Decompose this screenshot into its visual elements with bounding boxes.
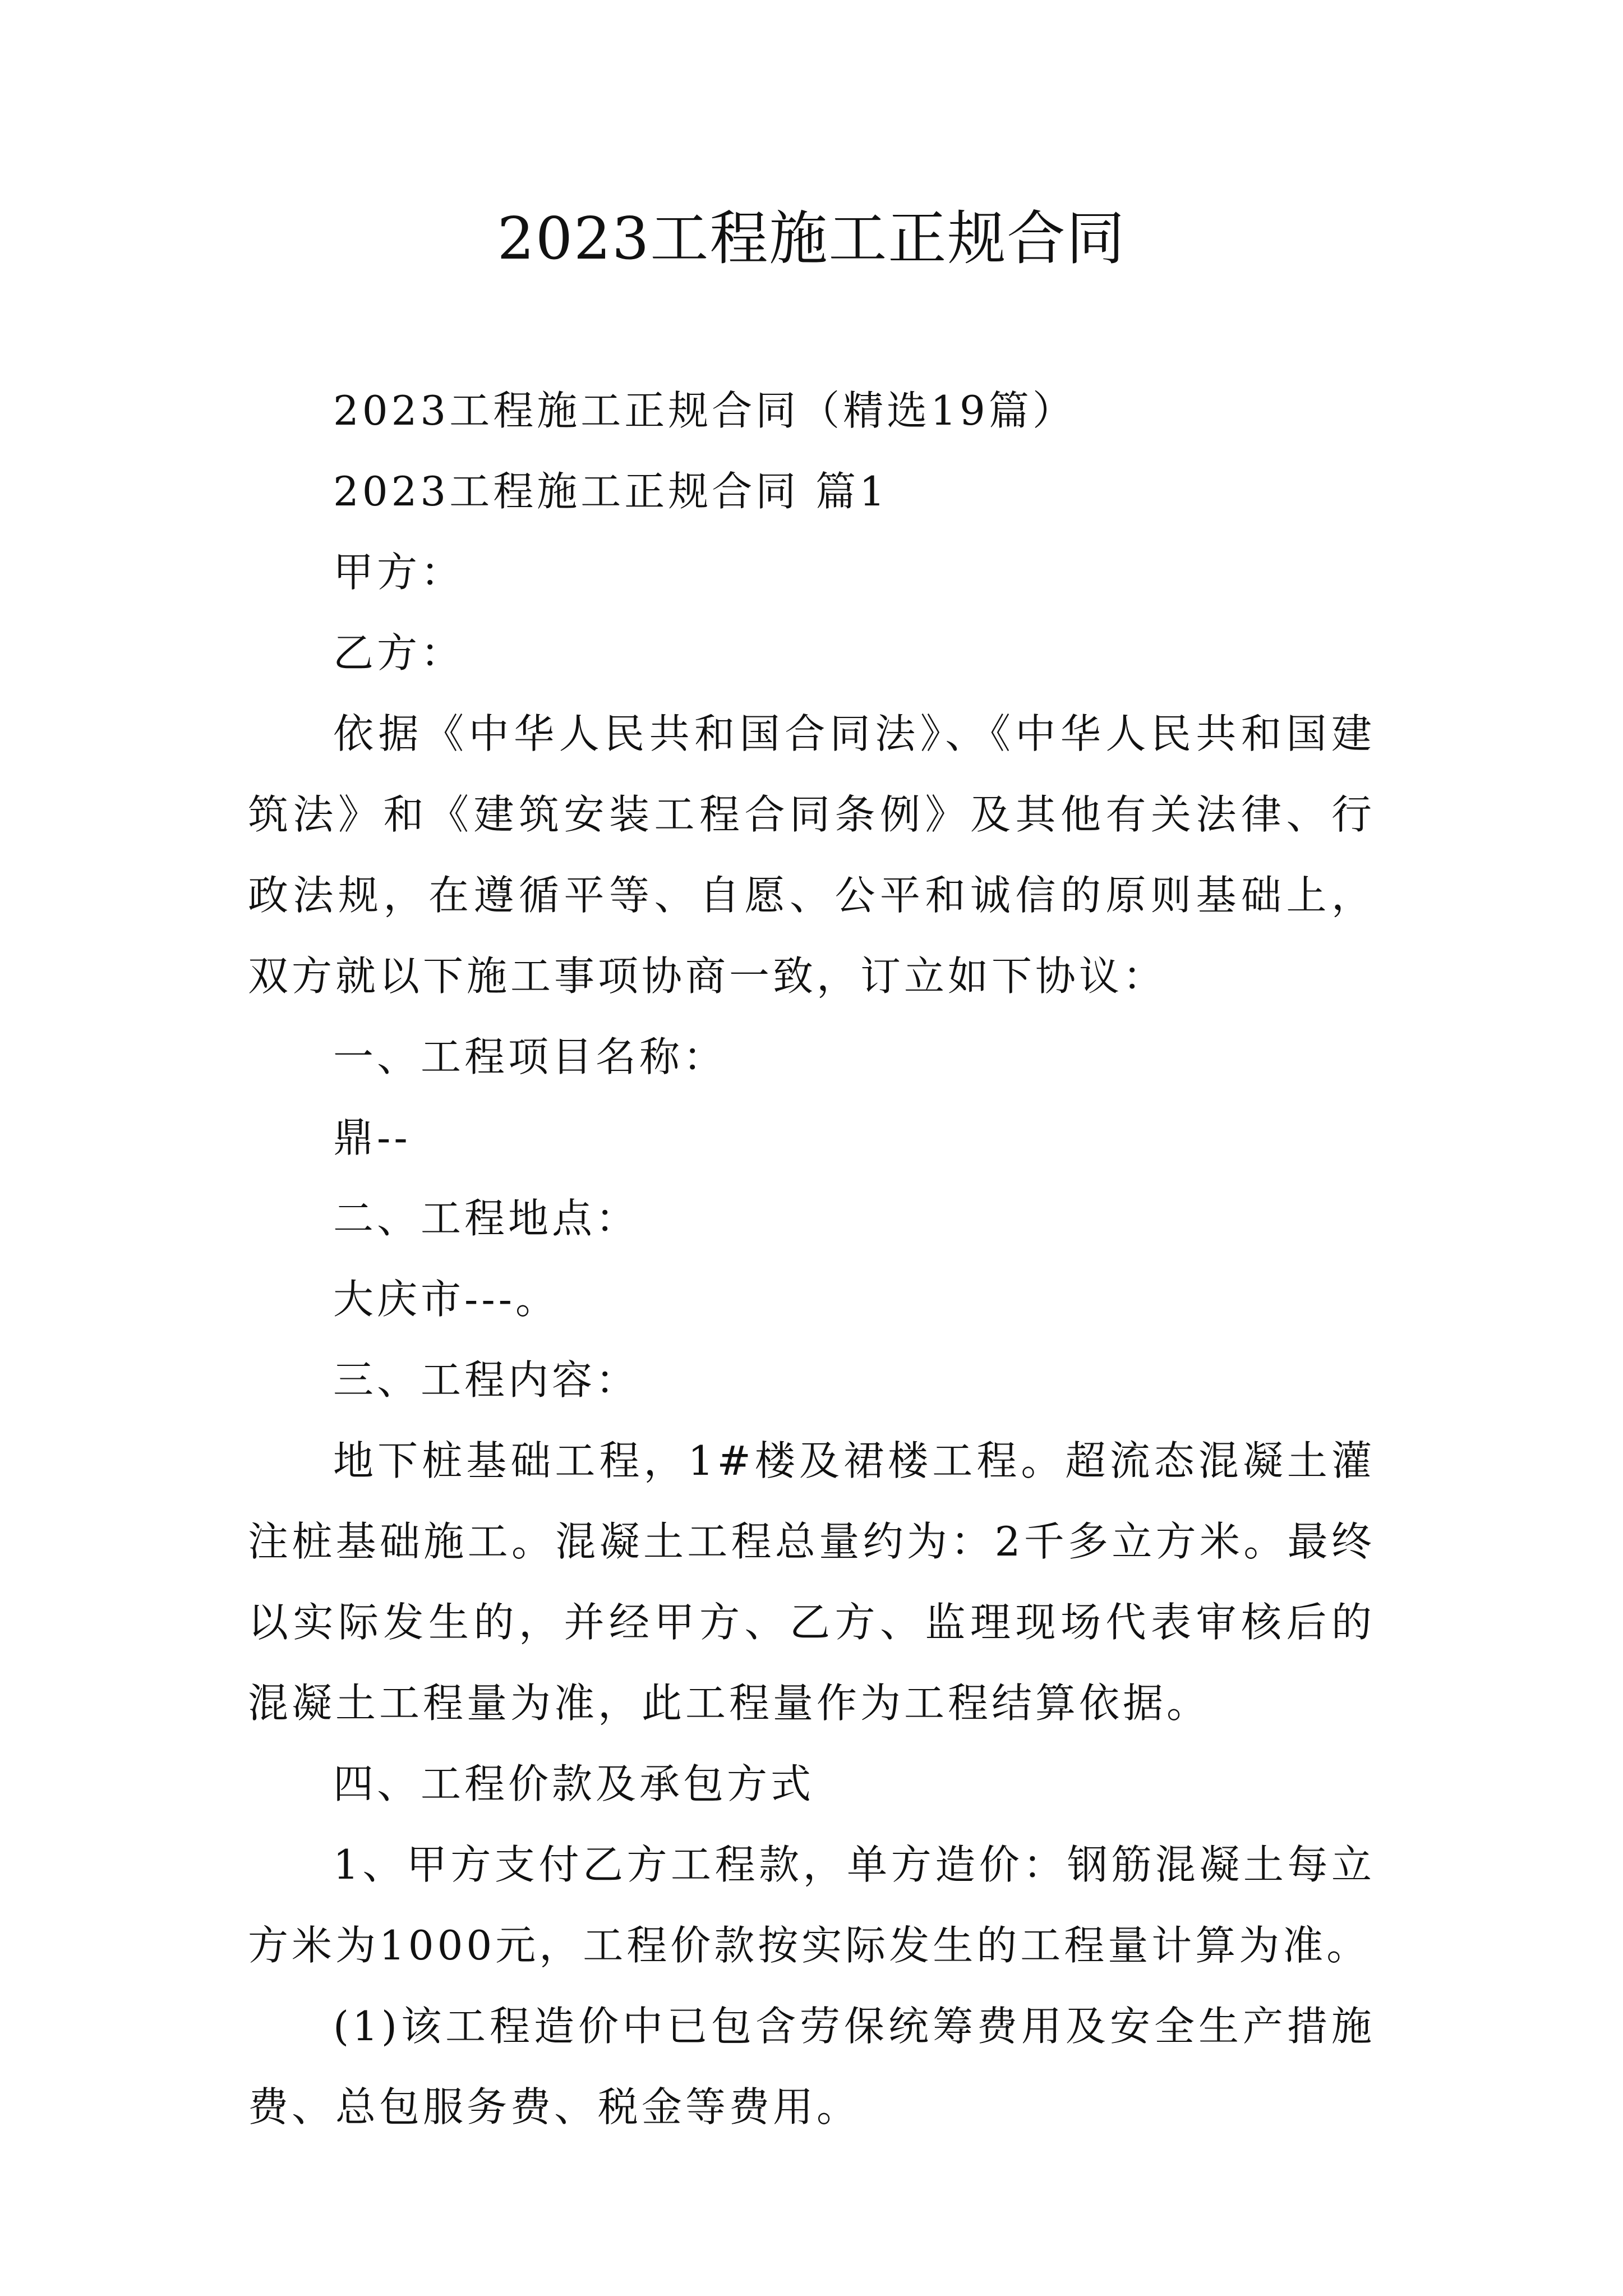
paragraph-section-heading: 2023工程施工正规合同 篇1 [333,468,888,515]
paragraph-legal-basis: 依据《中华人民共和国合同法》、《中华人民共和国建筑法》和《建筑安装工程合同条例》及其他有关法律、行政法规，在遵循平等、自愿、公平和诚信的原则基础上，双方就以下施工事项协商一致，订立如下协议： [248,710,1375,1000]
paragraph-party-b: 乙方： [333,629,465,677]
paragraph-project-name-heading: 一、工程项目名称： [333,1033,727,1080]
paragraph-project-name: 鼎-- [333,1114,411,1161]
paragraph-location-heading: 二、工程地点： [333,1195,640,1242]
paragraph-location: 大庆市---。 [333,1276,559,1323]
paragraph-price-item-1: 1、甲方支付乙方工程款，单方造价：钢筋混凝土每立方米为1000元，工程价款按实际发生的工程量计算为准。 [248,1841,1375,1969]
paragraph-party-a: 甲方： [333,549,465,596]
paragraph-price-heading: 四、工程价款及承包方式 [333,1760,815,1807]
paragraph-content: 地下桩基础工程，1#楼及裙楼工程。超流态混凝土灌注桩基础施工。混凝土工程总量约为：2千多立方米。最终以实际发生的，并经甲方、乙方、监理现场代表审核后的混凝土工程量为准，此工程量作为工程结算依据。 [248,1437,1375,1727]
document-body [248,370,1375,2147]
paragraph-price-note-1: (1)该工程造价中已包含劳保统筹费用及安全生产措施费、总包服务费、税金等费用。 [248,2003,1375,2131]
paragraph-content-heading: 三、工程内容： [333,1356,640,1404]
paragraph-subtitle: 2023工程施工正规合同（精选19篇） [333,387,1076,434]
document-title: 2023工程施工正规合同 [497,204,1126,273]
